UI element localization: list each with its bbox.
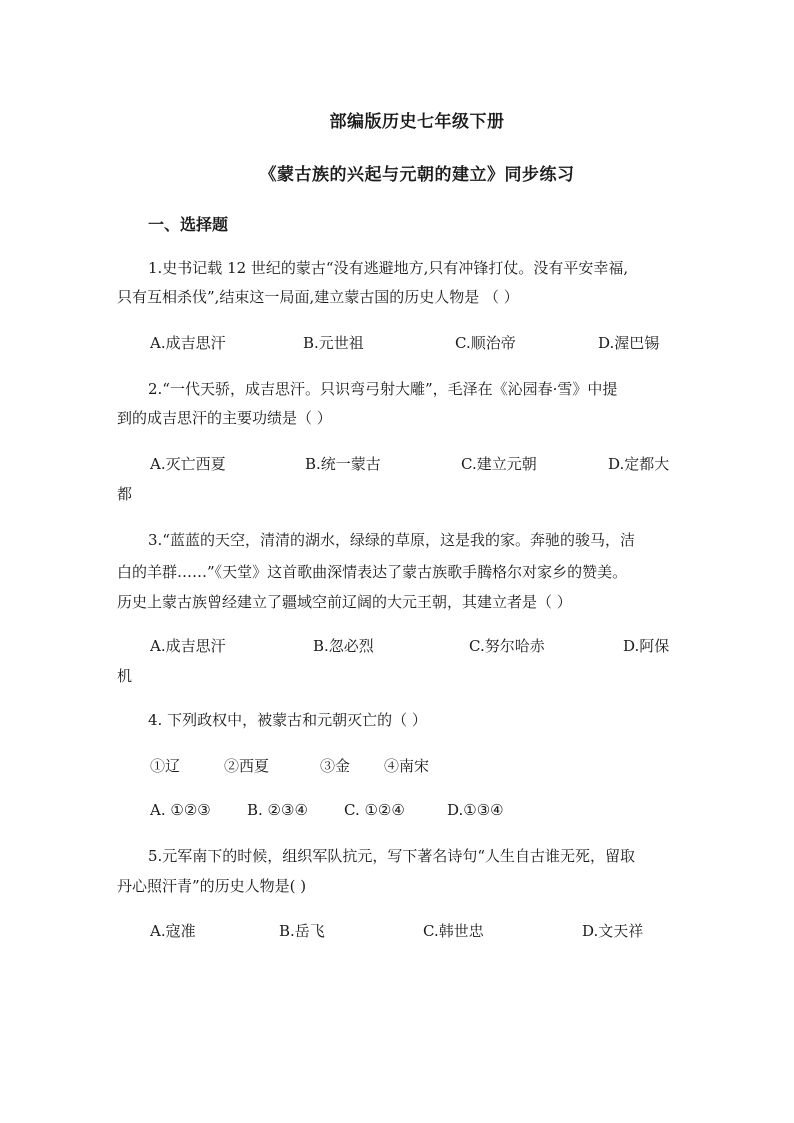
question-1-option-b: B.元世祖 [303,334,364,352]
question-1-text-line-1: 1.史书记载 12 世纪的蒙古“没有逃避地方,只有冲锋打仗。没有平安幸福, [148,259,629,277]
question-4-item-3: ③金 [320,757,351,775]
question-1-option-a: A.成吉思汗 [150,334,226,352]
question-5-option-b: B.岳飞 [279,922,325,940]
question-4-option-a: A. ①②③ [150,801,211,819]
document-title: 部编版历史七年级下册 [329,112,505,132]
question-4-item-4: ④南宋 [384,757,430,775]
question-3-option-b: B.忽必烈 [313,637,374,655]
question-3-option-d: D.阿保 [623,637,670,655]
question-5-text-line-1: 5.元军南下的时候，组织军队抗元，写下著名诗句“人生自古谁无死，留取 [148,847,635,865]
question-3-option-c: C.努尔哈赤 [469,637,545,655]
question-4-option-b: B. ②③④ [247,801,308,819]
document-subtitle: 《蒙古族的兴起与元朝的建立》同步练习 [259,165,575,185]
section-heading: 一、选择题 [148,215,229,234]
question-4-option-d: D.①③④ [447,801,504,819]
question-4-option-c: C. ①②④ [344,801,405,819]
question-3-text-line-2: 白的羊群……”《天堂》这首歌曲深情表达了蒙古族歌手腾格尔对家乡的赞美。 [117,563,628,581]
question-3-text-line-3: 历史上蒙古族曾经建立了疆域空前辽阔的大元王朝，其建立者是（ ） [117,593,572,611]
question-1-option-d: D.渥巴锡 [598,334,660,352]
question-5-text-line-2: 丹心照汗青”的历史人物是( ) [117,877,307,895]
question-2-option-a: A.灭亡西夏 [150,455,226,473]
question-2-option-d-wrap: 都 [117,485,133,503]
question-2-option-b: B.统一蒙古 [305,455,381,473]
question-3-option-d-wrap: 机 [117,667,133,685]
question-2-option-d: D.定都大 [608,455,670,473]
question-4-text-line-1: 4. 下列政权中，被蒙古和元朝灭亡的（ ） [148,711,427,729]
question-2-option-c: C.建立元朝 [461,455,537,473]
question-5-option-c: C.韩世忠 [423,922,484,940]
question-3-option-a: A.成吉思汗 [150,637,226,655]
question-2-text-line-1: 2.“一代天骄，成吉思汗。只识弯弓射大雕”，毛泽在《沁园春·雪》中提 [148,380,618,398]
question-3-text-line-1: 3.“蓝蓝的天空，清清的湖水，绿绿的草原，这是我的家。奔驰的骏马，洁 [148,531,635,549]
question-1-text-line-2: 只有互相杀伐”,结束这一局面,建立蒙古国的历史人物是 （ ） [117,288,519,306]
question-5-option-d: D.文天祥 [582,922,644,940]
question-2-text-line-2: 到的成吉思汗的主要功绩是（ ） [117,409,332,427]
question-4-item-2: ②西夏 [224,757,270,775]
question-1-option-c: C.顺治帝 [455,334,516,352]
question-4-item-1: ①辽 [150,757,181,775]
question-5-option-a: A.寇准 [150,922,196,940]
